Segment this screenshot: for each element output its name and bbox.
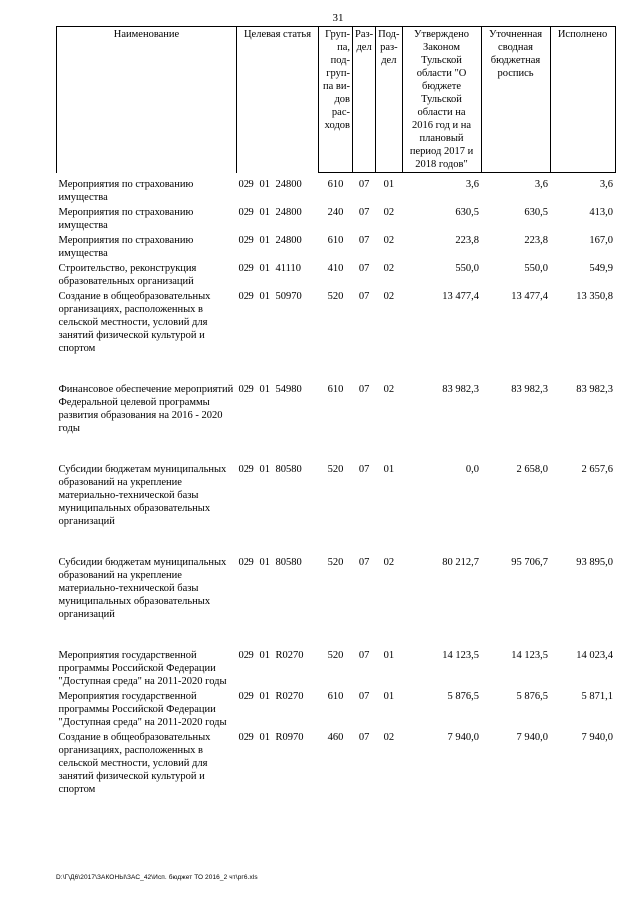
row-revised: 3,6 (534, 179, 549, 190)
row-group: 610 (327, 690, 344, 702)
code-event: 01 (259, 262, 270, 274)
row-approved: 5 876,5 (447, 690, 480, 702)
row-name: Создание в общеобразовательных организациях, расположенных в сельской местности, условий для занятий физической культурой и спортом (58, 731, 211, 795)
table-row (57, 260, 616, 288)
row-name: Субсидии бюджетам муниципальных образований на укрепление материально-технической базы муниципальных образовательных организаций (58, 556, 227, 620)
row-executed: 413,0 (589, 206, 614, 218)
row-subsection: 02 (383, 383, 395, 395)
code-event: 01 (259, 178, 270, 190)
code-direction: 24800 (275, 234, 302, 246)
row-spacer (57, 355, 616, 381)
code-event: 01 (259, 649, 270, 661)
code-program: 02 (238, 463, 249, 475)
page-number: 31 (332, 12, 344, 24)
row-executed: 167,0 (589, 234, 614, 246)
code-direction: 24800 (275, 206, 302, 218)
row-subsection: 01 (383, 690, 395, 702)
code-program: 02 (238, 690, 249, 702)
row-revised: 95 706,7 (511, 556, 549, 568)
row-subsection: 02 (383, 290, 395, 302)
code-direction: R0270 (275, 690, 304, 702)
code-subprogram: 9 (248, 463, 254, 475)
code-subprogram: 9 (248, 690, 254, 702)
row-approved: 7 940,0 (447, 731, 480, 743)
row-subsection: 01 (383, 649, 395, 661)
code-subprogram: 9 (248, 731, 254, 743)
row-target-code (237, 461, 319, 528)
table-row (57, 288, 616, 355)
row-approved: 0,0 (465, 463, 480, 475)
row-target-code (237, 173, 319, 204)
row-group: 610 (327, 234, 344, 246)
row-section: 07 (358, 690, 370, 702)
row-revised: 7 940,0 (516, 731, 549, 743)
row-revised: 13 477,4 (511, 290, 549, 302)
code-event: 01 (259, 234, 270, 246)
code-subprogram: 9 (248, 234, 254, 246)
row-section: 07 (358, 234, 370, 246)
table-row (57, 381, 616, 435)
row-section: 07 (358, 383, 370, 395)
code-direction: R0270 (275, 649, 304, 661)
row-revised: 630,5 (524, 206, 549, 218)
code-direction: R0970 (275, 731, 304, 743)
code-subprogram: 9 (248, 556, 254, 568)
code-subprogram: 9 (248, 262, 254, 274)
code-direction: 80580 (275, 556, 302, 568)
row-subsection: 01 (383, 463, 395, 475)
row-group: 520 (327, 649, 344, 661)
row-group: 520 (327, 290, 344, 302)
row-approved: 13 477,4 (442, 290, 480, 302)
row-target-code (237, 647, 319, 688)
table-row (57, 461, 616, 528)
code-program: 02 (238, 206, 249, 218)
code-event: 01 (259, 206, 270, 218)
header-target: Целевая статья (237, 27, 319, 173)
row-target-code (237, 688, 319, 729)
code-subprogram: 9 (248, 290, 254, 302)
row-target-code (237, 381, 319, 435)
header-group: Груп- па, под- груп- па ви- дов рас- ходов (319, 27, 353, 173)
row-spacer (57, 435, 616, 461)
row-section: 07 (358, 179, 370, 190)
code-direction: 80580 (275, 463, 302, 475)
row-approved: 80 212,7 (442, 556, 480, 568)
code-event: 01 (259, 383, 270, 395)
table-row (57, 204, 616, 232)
header-executed: Исполнено (550, 27, 615, 173)
row-section: 07 (358, 556, 370, 568)
row-section: 07 (358, 262, 370, 274)
row-group: 520 (327, 556, 344, 568)
table-header-row (57, 27, 616, 173)
code-subprogram: 9 (248, 649, 254, 661)
row-executed: 7 940,0 (581, 731, 614, 743)
row-executed: 14 023,4 (576, 649, 614, 661)
row-name: Субсидии бюджетам муниципальных образований на укрепление материально-технической базы муниципальных образовательных организаций (58, 463, 227, 527)
row-name: Создание в общеобразовательных организациях, расположенных в сельской местности, условий для занятий физической культурой и спортом (58, 290, 211, 354)
row-approved: 550,0 (455, 262, 480, 274)
row-target-code (237, 204, 319, 232)
row-revised: 14 123,5 (511, 649, 549, 661)
code-direction: 41110 (275, 262, 301, 274)
row-group: 460 (327, 731, 344, 743)
row-spacer-cell (57, 435, 616, 461)
row-revised: 5 876,5 (516, 690, 549, 702)
row-spacer (57, 621, 616, 647)
row-group: 520 (327, 463, 344, 475)
row-name: Финансовое обеспечение мероприятий Федеральной целевой программы развития образования на 2016 - 2020 годы (58, 383, 234, 434)
row-target-code (237, 232, 319, 260)
code-event: 01 (259, 690, 270, 702)
code-program: 02 (238, 178, 249, 190)
table-row (57, 688, 616, 729)
row-executed: 93 895,0 (576, 556, 614, 568)
row-name: Мероприятия по страхованию имущества (58, 178, 194, 203)
row-subsection: 02 (383, 556, 395, 568)
row-executed: 549,9 (589, 262, 614, 274)
code-program: 02 (238, 556, 249, 568)
row-executed: 2 657,6 (581, 463, 614, 475)
code-program: 02 (238, 383, 249, 395)
row-name: Мероприятия государственной программы Российской Федерации "Доступная среда" на 2011-2020 годы (58, 690, 227, 728)
row-name: Мероприятия государственной программы Российской Федерации "Доступная среда" на 2011-2020 годы (58, 649, 227, 687)
code-subprogram: 9 (248, 206, 254, 218)
row-executed: 3,6 (599, 179, 614, 190)
row-group: 240 (327, 206, 344, 218)
row-target-code (237, 554, 319, 621)
table-row (57, 647, 616, 688)
row-group: 410 (327, 262, 344, 274)
row-approved: 630,5 (455, 206, 480, 218)
row-executed: 83 982,3 (576, 383, 614, 395)
row-subsection: 02 (383, 262, 395, 274)
code-event: 01 (259, 463, 270, 475)
code-event: 01 (259, 556, 270, 568)
header-approved: Утверждено Законом Тульской области "О бюджете Тульской области на 2016 год и на плановый период 2017 и 2018 годов" (402, 27, 481, 173)
header-revised: Уточненная сводная бюджетная роспись (481, 27, 550, 173)
row-subsection: 02 (383, 206, 395, 218)
code-direction: 54980 (275, 383, 302, 395)
row-section: 07 (358, 290, 370, 302)
row-executed: 5 871,1 (581, 690, 614, 702)
row-section: 07 (358, 463, 370, 475)
header-name: Наименование (57, 27, 237, 173)
code-program: 02 (238, 234, 249, 246)
row-approved: 223,8 (455, 234, 480, 246)
header-section: Раз- дел (353, 27, 376, 173)
row-subsection: 01 (383, 179, 395, 190)
row-revised: 223,8 (524, 234, 549, 246)
row-executed: 13 350,8 (576, 290, 614, 302)
code-program: 02 (238, 649, 249, 661)
code-program: 02 (238, 262, 249, 274)
row-spacer-cell (57, 621, 616, 647)
row-spacer (57, 528, 616, 554)
row-revised: 83 982,3 (511, 383, 549, 395)
row-target-code (237, 260, 319, 288)
row-section: 07 (358, 206, 370, 218)
row-section: 07 (358, 649, 370, 661)
code-event: 01 (259, 290, 270, 302)
file-path-footer: D:\Г\Д6\2017\ЗАКОНЫ\ЗАС_42\Исп. бюджет ТО 2016_2 чт\рг6.xls (56, 874, 258, 881)
table-row (57, 232, 616, 260)
table-row (57, 173, 616, 204)
row-section: 07 (358, 731, 370, 743)
code-direction: 24800 (275, 178, 302, 190)
row-approved: 3,6 (465, 179, 480, 190)
row-spacer-cell (57, 528, 616, 554)
row-group: 610 (327, 179, 344, 190)
code-program: 02 (238, 290, 249, 302)
table-row (57, 554, 616, 621)
header-subsection: Под- раз- дел (376, 27, 402, 173)
row-approved: 83 982,3 (442, 383, 480, 395)
code-event: 01 (259, 731, 270, 743)
row-name: Строительство, реконструкция образовательных организаций (58, 262, 197, 287)
table-row (57, 729, 616, 796)
row-spacer-cell (57, 355, 616, 381)
code-program: 02 (238, 731, 249, 743)
row-target-code (237, 729, 319, 796)
row-subsection: 02 (383, 731, 395, 743)
row-approved: 14 123,5 (442, 649, 480, 661)
row-name: Мероприятия по страхованию имущества (58, 206, 194, 231)
row-revised: 550,0 (524, 262, 549, 274)
code-subprogram: 9 (248, 383, 254, 395)
row-target-code (237, 288, 319, 355)
row-subsection: 02 (383, 234, 395, 246)
code-subprogram: 9 (248, 178, 254, 190)
row-group: 610 (327, 383, 344, 395)
code-direction: 50970 (275, 290, 302, 302)
row-name: Мероприятия по страхованию имущества (58, 234, 194, 259)
table-body (57, 173, 616, 796)
budget-table (56, 26, 616, 796)
row-revised: 2 658,0 (516, 463, 549, 475)
